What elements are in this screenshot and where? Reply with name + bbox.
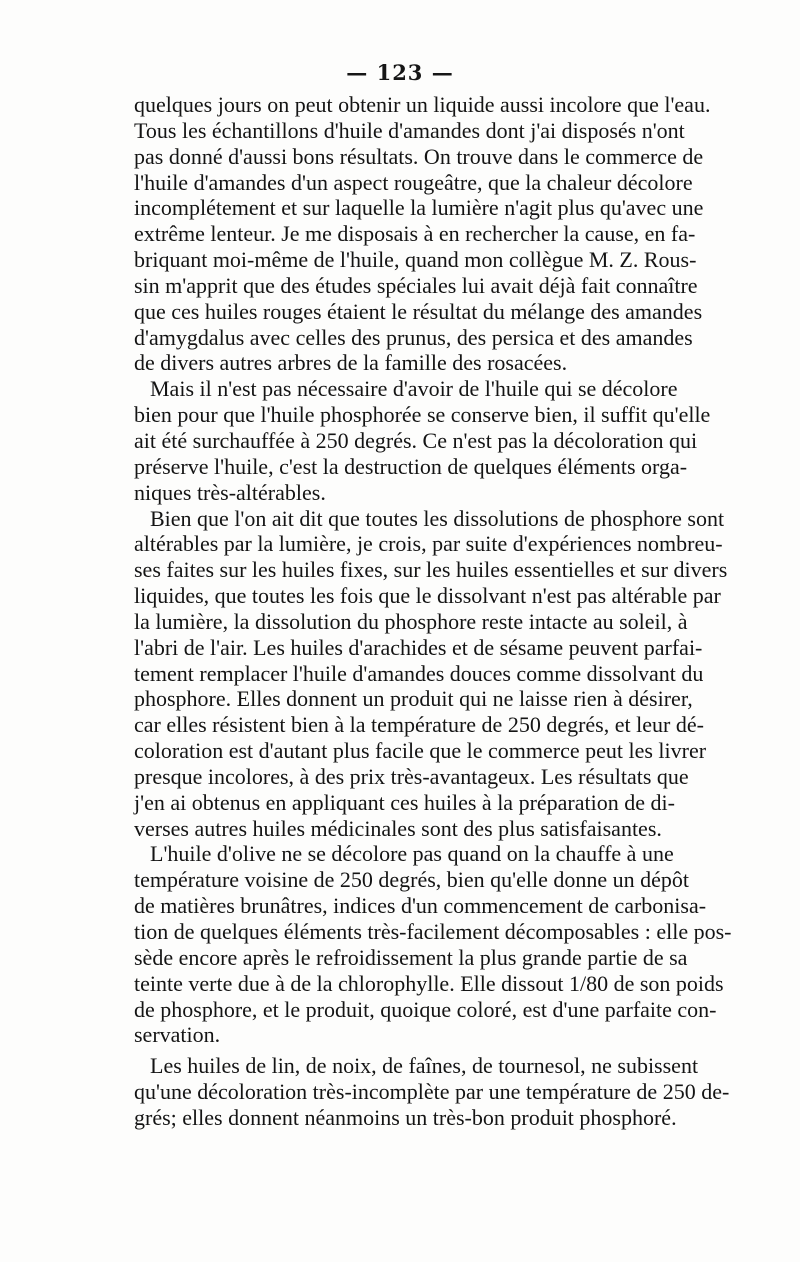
paragraph <box>134 376 711 505</box>
text-line: liquides, que toutes les fois que le dissolvant n'est pas altérable par <box>134 583 721 609</box>
text-line: bien pour que l'huile phosphorée se conserve bien, il suffit qu'elle <box>134 402 711 428</box>
paragraph <box>134 92 711 376</box>
text-line: de phosphore, et le produit, quoique coloré, est d'une parfaite con- <box>134 996 717 1022</box>
text-line: tement remplacer l'huile d'amandes douces comme dissolvant du <box>134 660 704 686</box>
text-line: d'amygdalus avec celles des prunus, des persica et des amandes <box>134 324 693 350</box>
text-line: L'huile d'olive ne se décolore pas quand on la chauffe à une <box>150 841 674 867</box>
text-line: préserve l'huile, c'est la destruction de quelques éléments orga- <box>134 453 688 479</box>
text-line: l'abri de l'air. Les huiles d'arachides et de sésame peuvent parfai- <box>134 634 703 660</box>
text-line: incomplétement et sur laquelle la lumière n'agit plus qu'avec une <box>134 195 704 221</box>
text-line: de divers autres arbres de la famille des rosacées. <box>134 350 568 376</box>
text-line: niques très-altérables. <box>134 479 326 505</box>
text-line: sède encore après le refroidissement la plus grande partie de sa <box>134 944 688 970</box>
text-line: tion de quelques éléments très-facilement décomposables : elle pos- <box>134 919 732 944</box>
text-line: que ces huiles rouges étaient le résultat du mélange des amandes <box>134 298 703 324</box>
text-line: la lumière, la dissolution du phosphore reste intacte au soleil, à <box>134 608 688 634</box>
text-line: coloration est d'autant plus facile que le commerce peut les livrer <box>134 738 707 764</box>
text-line: j'en ai obtenus en appliquant ces huiles à la préparation de di- <box>134 789 675 815</box>
text-line: servation. <box>134 1022 221 1048</box>
text-line: Mais il n'est pas nécessaire d'avoir de l'huile qui se décolore <box>150 376 678 402</box>
text-line: Tous les échantillons d'huile d'amandes dont j'ai disposés n'ont <box>134 117 685 143</box>
text-line: Les huiles de lin, de noix, de faînes, de tournesol, ne subissent <box>150 1053 699 1079</box>
paragraph <box>134 1053 730 1131</box>
text-line: teinte verte due à de la chlorophylle. Elle dissout 1/80 de son poids <box>134 970 724 996</box>
paragraph <box>134 505 728 842</box>
text-line: car elles résistent bien à la température de 250 degrés, et leur dé- <box>134 712 704 738</box>
text-line: phosphore. Elles donnent un produit qui ne laisse rien à désirer, <box>134 686 693 712</box>
text-line: verses autres huiles médicinales sont des plus satisfaisantes. <box>134 815 662 841</box>
paragraph <box>134 841 732 1048</box>
text-line: de matières brunâtres, indices d'un commencement de carbonisa- <box>134 893 707 919</box>
text-line: l'huile d'amandes d'un aspect rougeâtre, que la chaleur décolore <box>134 169 693 195</box>
text-line: briquant moi-même de l'huile, quand mon collègue M. Z. Rous- <box>134 247 697 273</box>
text-line: extrême lenteur. Je me disposais à en rechercher la cause, en fa- <box>134 221 696 247</box>
body-text <box>134 92 732 1131</box>
text-line: presque incolores, à des prix très-avantageux. Les résultats que <box>134 763 689 789</box>
text-line: pas donné d'aussi bons résultats. On trouve dans le commerce de <box>134 143 704 169</box>
text-line: qu'une décoloration très-incomplète par une température de 250 de- <box>134 1079 730 1105</box>
page-number: — 123 — <box>346 60 454 85</box>
text-line: Bien que l'on ait dit que toutes les dissolutions de phosphore sont <box>150 505 725 531</box>
text-line: grés; elles donnent néanmoins un très-bon produit phosphoré. <box>134 1104 677 1130</box>
text-line: ait été surchauffée à 250 degrés. Ce n'est pas la décoloration qui <box>134 427 698 453</box>
text-line: ses faites sur les huiles fixes, sur les huiles essentielles et sur divers <box>134 557 728 583</box>
text-line: altérables par la lumière, je crois, par suite d'expériences nombreu- <box>134 531 723 557</box>
text-line: sin m'apprit que des études spéciales lui avait déjà fait connaître <box>134 272 698 298</box>
text-line: quelques jours on peut obtenir un liquide aussi incolore que l'eau. <box>134 92 711 117</box>
text-line: température voisine de 250 degrés, bien qu'elle donne un dépôt <box>134 867 690 893</box>
